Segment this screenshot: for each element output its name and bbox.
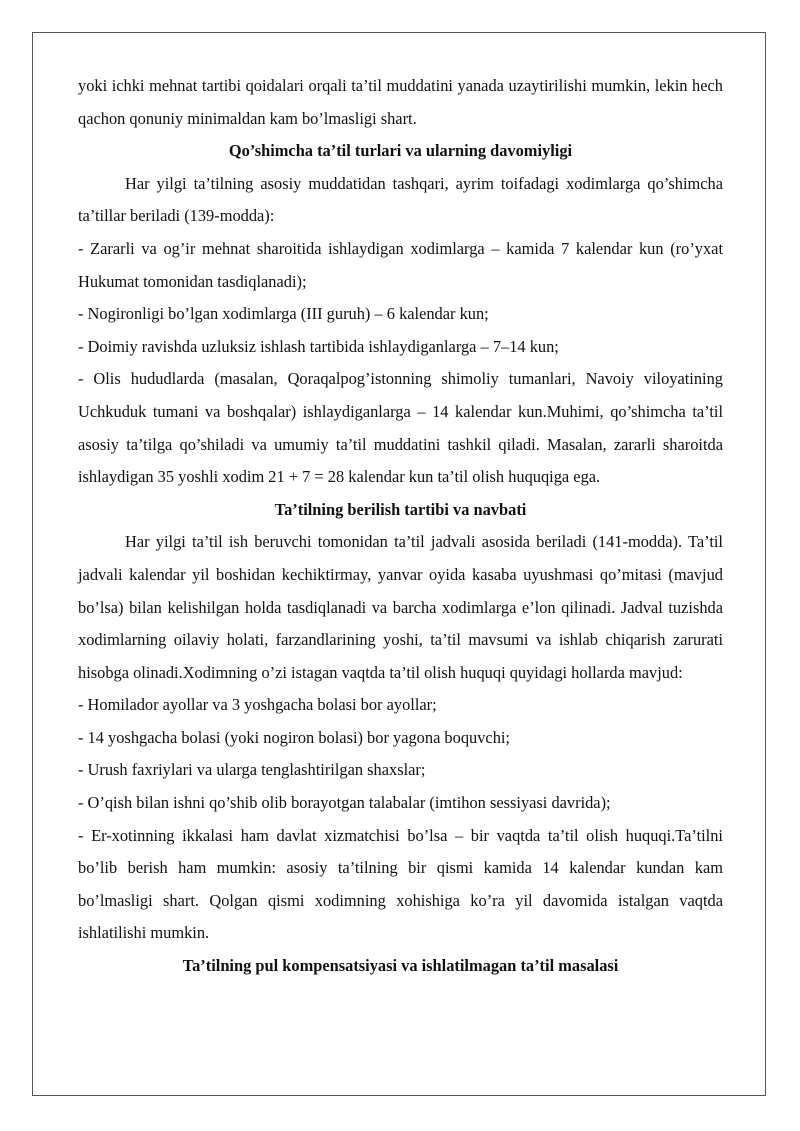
list-item-harmful-conditions: - Zararli va og’ir mehnat sharoitida ishlaydigan xodimlarga – kamida 7 kalendar kun (ro’yxat Hukumat tomonidan tasdiqlanadi); (78, 238, 723, 291)
paragraph-additional-leave-intro: Har yilgi ta’tilning asosiy muddatidan tashqari, ayrim toifadagi xodimlarga qo’shimcha ta’tillar beriladi (139-modda): (78, 173, 723, 226)
list-item-disability: - Nogironligi bo’lgan xodimlarga (III guruh) – 6 kalendar kun; (78, 304, 489, 324)
section-heading-additional-leave: Qo’shimcha ta’til turlari va ularning davomiyligi (228, 141, 573, 161)
list-item-students: - O’qish bilan ishni qo’shib olib borayotgan talabalar (imtihon sessiyasi davrida); (78, 793, 611, 813)
list-item-remote-areas: - Olis hududlarda (masalan, Qoraqalpog’istonning shimoliy tumanlari, Navoiy viloyatining Uchkuduk tumani va boshqalar) ishlaydiganlarga – 14 kalendar kun.Muhimi, qo’shimcha ta’til asosiy ta’tilga qo’shiladi va umumiy ta’til muddatini tashkil qiladi. Masalan, zararli sharoitda ishlaydigan 35 yoshli xodim 21 + 7 = 28 kalendar kun ta’til olish huquqiga ega. (78, 369, 723, 487)
list-item-spouses-civil-servants: - Er-xotinning ikkalasi ham davlat xizmatchisi bo’lsa – bir vaqtda ta’til olish huquqi.Ta’tilni bo’lib berish ham mumkin: asosiy ta’tilning bir qismi kamida 14 kalendar kundan kam bo’lmasligi shart. Qolgan qismi xodimning xohishiga ko’ra yil davomida istalgan vaqtda ishlatilishi mumkin. (78, 825, 723, 943)
list-item-pregnant-women: - Homilador ayollar va 3 yoshgacha bolasi bor ayollar; (78, 695, 437, 715)
paragraph-continuation: yoki ichki mehnat tartibi qoidalari orqali ta’til muddatini yanada uzaytirilishi mumkin, lekin hech qachon qonuniy minimaldan kam bo’lmasligi shart. (78, 76, 723, 128)
list-item-war-veterans: - Urush faxriylari va ularga tenglashtirilgan shaxslar; (78, 760, 426, 780)
section-heading-compensation: Ta’tilning pul kompensatsiyasi va ishlatilmagan ta’til masalasi (182, 956, 619, 976)
paragraph-leave-schedule: Har yilgi ta’til ish beruvchi tomonidan ta’til jadvali asosida beriladi (141-modda). Ta’til jadvali kalendar yil boshidan kechiktirmay, yanvar oyida kasaba uyushmasi qo’mitasi (mavjud bo’lsa) bilan kelishilgan holda tasdiqlanadi va barcha xodimlarga e’lon qilinadi. Jadval tuzishda xodimlarning oilaviy holati, farzandlarining yoshi, ta’til mavsumi va ishlab chiqarish zarurati hisobga olinadi.Xodimning o’zi istagan vaqtda ta’til olish huquqi quyidagi hollarda mavjud: (78, 532, 723, 682)
list-item-continuous-work: - Doimiy ravishda uzluksiz ishlash tartibida ishlaydiganlarga – 7–14 kun; (78, 336, 559, 356)
document-body (78, 70, 723, 983)
list-item-single-breadwinner: - 14 yoshgacha bolasi (yoki nogiron bolasi) bor yagona boquvchi; (78, 727, 510, 747)
section-heading-leave-order: Ta’tilning berilish tartibi va navbati (274, 499, 527, 519)
